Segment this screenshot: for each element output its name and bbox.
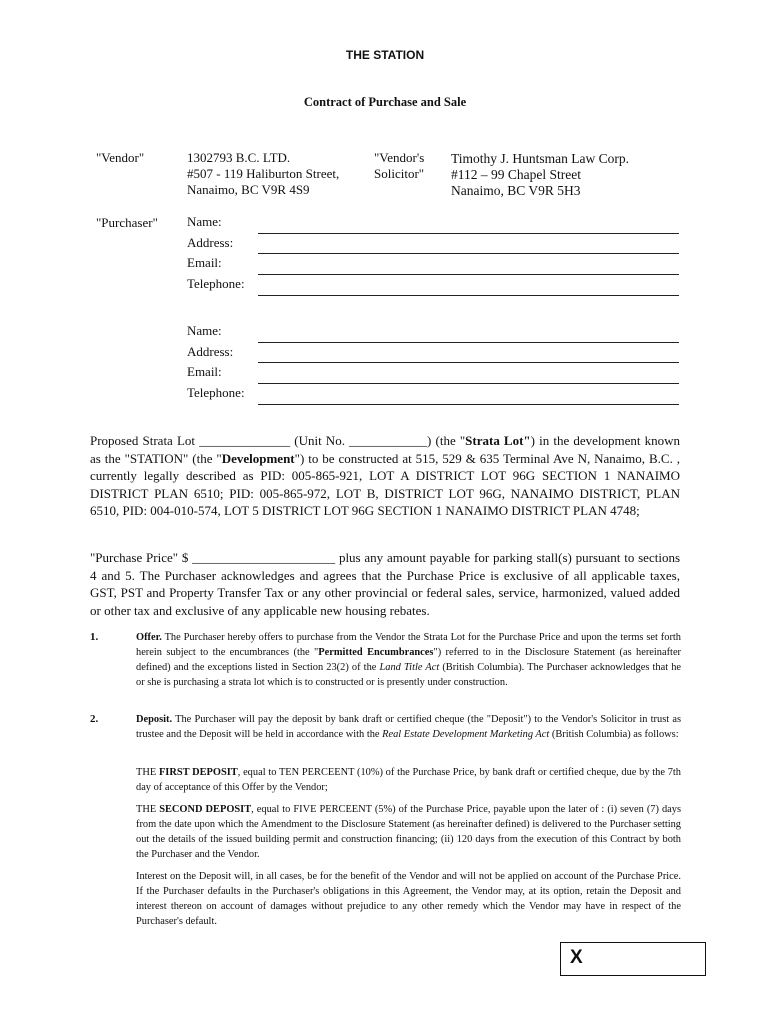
permitted-encumbrances-term: Permitted Encumbrances: [318, 647, 434, 658]
purchaser-2-email-label: Email:: [187, 364, 222, 380]
clause-1-heading: Offer.: [136, 632, 162, 643]
purchaser-2-telephone-field[interactable]: [258, 404, 679, 405]
clause-2-text-2: (British Columbia) as follows:: [549, 729, 679, 740]
clause-1-text-1: The Purchaser hereby offers to purchase from the Vendor the Strata Lot for the Purchase Price and upon the terms set forth herein subject to the encumbrances (the ": [136, 632, 681, 658]
purchaser-1-telephone-label: Telephone:: [187, 276, 245, 292]
clause-2-number: 2.: [90, 713, 99, 725]
purchaser-1-telephone-field[interactable]: [258, 295, 679, 296]
vendor-label: "Vendor": [96, 150, 145, 165]
clause-1-offer: [136, 630, 681, 690]
purchaser-2-fields: [187, 321, 245, 404]
land-title-act: Land Title Act: [379, 662, 440, 673]
purchase-price-paragraph: "Purchase Price" $ ______________________ plus any amount payable for parking stall(s) pursuant to sections 4 and 5. The Purchaser acknowledges and agrees that the Purchase Price is exclusive of all applicable taxes, GST, PST and Property Transfer Tax or any other provincial or federal sales, service, harmonized, valued added or other tax and exclusive of any applicable new housing rebates.: [90, 550, 680, 618]
solicitor-label: [374, 150, 424, 182]
purchaser-1-address-label: Address:: [187, 234, 234, 250]
solicitor-address-line1: #112 – 99 Chapel Street: [451, 167, 581, 182]
purchaser-2-address-field[interactable]: [258, 362, 679, 363]
document-subtitle: Contract of Purchase and Sale: [303, 95, 467, 109]
purchaser-1-fields: [187, 212, 245, 295]
purchaser-2-name-label: Name:: [187, 323, 222, 338]
purchaser-2-telephone-label: Telephone:: [187, 385, 245, 401]
purchaser-1-name-label: Name:: [187, 214, 222, 229]
solicitor-address-line2: Nanaimo, BC V9R 5H3: [451, 183, 581, 198]
solicitor-name: Timothy J. Huntsman Law Corp.: [451, 151, 630, 166]
vendor-name: 1302793 B.C. LTD.: [187, 150, 291, 165]
first-deposit-text: , equal to TEN PERCEENT (10%) of the Purchase Price, by bank draft or certified cheque, due by the 7th day of acceptance of this Offer by the Vendor;: [136, 767, 681, 793]
solicitor-label-line2: Solicitor": [374, 166, 425, 181]
clause-1-number: 1.: [90, 631, 99, 643]
clause-2-heading: Deposit.: [136, 714, 173, 725]
strata-lot-term: Strata Lot": [465, 433, 531, 448]
first-deposit-term: FIRST DEPOSIT: [158, 767, 238, 778]
interest-paragraph: Interest on the Deposit will, in all cases, be for the benefit of the Vendor and will not be applied on account of the Purchase Price. If the Purchaser defaults in the Purchaser's obligations in this Agreement, the Vendor may, at its option, retain the Deposit and interest thereon on account of damages without prejudice to any other remedy which the Vendor may have in respect of the Purchaser's default.: [136, 871, 681, 927]
strata-text-2: ) in the development known as the "STATION" (the ": [90, 433, 680, 466]
first-deposit-paragraph: [136, 765, 681, 795]
clause-2-text-1: The Purchaser will pay the deposit by bank draft or certified cheque (the "Deposit") to the Vendor's Solicitor in trust as trustee and the Deposit will be held in accordance with the: [136, 714, 681, 740]
clause-2-deposit: [136, 712, 681, 742]
purchaser-1-address-field[interactable]: [258, 253, 679, 254]
vendor-address-line2: Nanaimo, BC V9R 4S9: [187, 182, 310, 197]
strata-text-1: Proposed Strata Lot ______________ (Unit No. ____________) (the ": [90, 433, 466, 448]
strata-lot-paragraph: [90, 432, 680, 520]
strata-text-3: ") to be constructed at 515, 529 & 635 Terminal Ave N, Nanaimo, B.C. , currently legally described as PID: 005-865-921, LOT A DISTRICT LOT 96G SECTION 1 NANAIMO DISTRICT PLAN 6510; PID: 005-865-972, LOT B, DISTRICT LOT 96G, NANAIMO DISTRICT, PLAN 6510, PID: 004-010-574, LOT 5 DISTRICT LOT 96G SECTION 1 NANAIMO DISTRICT PLAN 4748;: [90, 450, 680, 518]
solicitor-label-line1: "Vendor's: [374, 150, 425, 165]
solicitor-details: [451, 151, 629, 199]
purchaser-2-email-field[interactable]: [258, 383, 679, 384]
second-deposit-the: THE: [136, 804, 160, 815]
real-estate-act: Real Estate Development Marketing Act: [382, 729, 550, 740]
second-deposit-paragraph: [136, 802, 681, 862]
vendor-address-line1: #507 - 119 Haliburton Street,: [187, 166, 340, 181]
purchaser-1-email-label: Email:: [187, 255, 222, 271]
purchaser-2-address-label: Address:: [187, 343, 234, 359]
purchaser-1-email-field[interactable]: [258, 274, 679, 275]
signature-mark: X: [570, 947, 583, 968]
development-term: Development: [221, 450, 295, 466]
purchaser-1-name-field[interactable]: [258, 233, 679, 234]
second-deposit-text: , equal to FIVE PERCEENT (5%) of the Purchase Price, payable upon the later of : (i) seven (7) days from the date upon which the Amendment to the Disclosure Statement (as hereinafter defined) is delivered to the Purchaser setting out the details of the issued building permit and construction financing; (ii) 120 days from the execution of this Contract by both the Purchaser and the Vendor.: [136, 804, 681, 860]
document-title: THE STATION: [345, 48, 425, 62]
first-deposit-the: THE: [136, 767, 159, 778]
clause-1-text-3: (British Columbia). The Purchaser acknowledges that he or she is purchasing a strata lot which is to constructed or is presently under construction.: [136, 662, 681, 688]
second-deposit-term: SECOND DEPOSIT: [159, 804, 252, 815]
initials-box[interactable]: [560, 942, 706, 976]
purchaser-2-name-field[interactable]: [258, 342, 679, 343]
clause-1-text-2: ") referred to in the Disclosure Statement (as hereinafter defined) and the exceptions listed in Section 23(2) of the: [136, 647, 682, 673]
purchaser-label: "Purchaser": [96, 215, 158, 230]
vendor-details: [187, 150, 339, 198]
